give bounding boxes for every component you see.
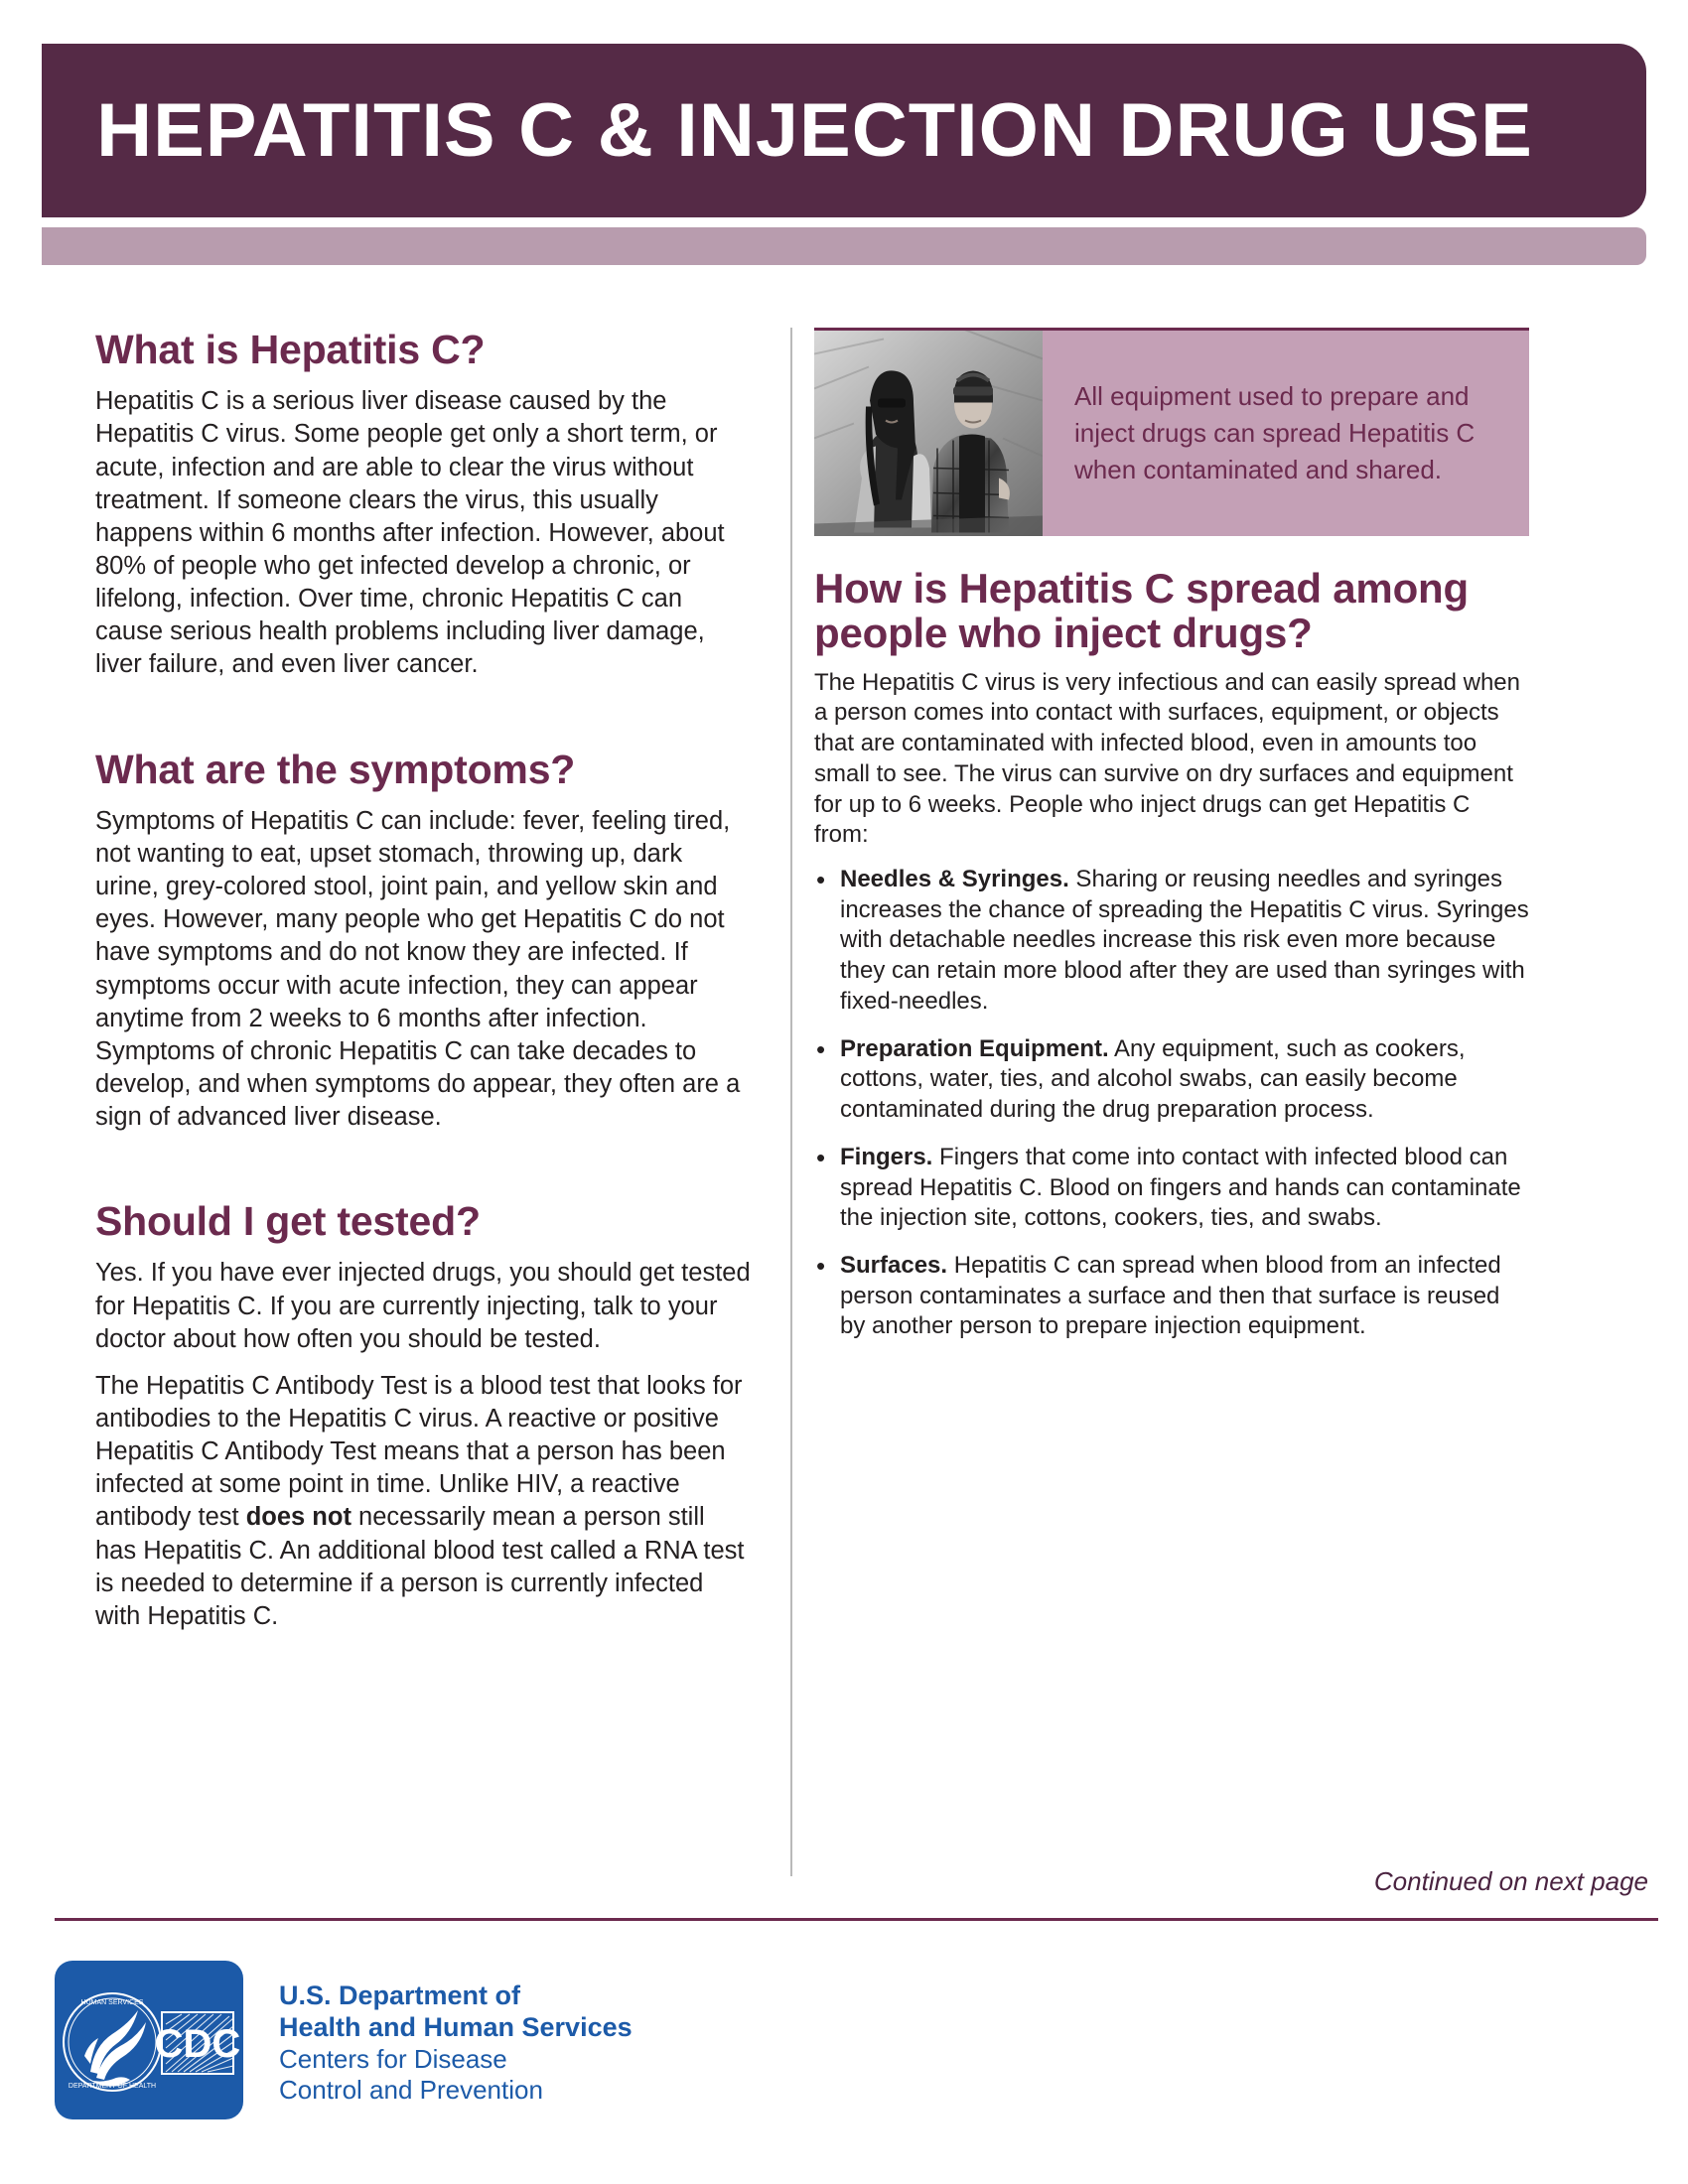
list-item xyxy=(814,1143,1529,1234)
paragraph-symptoms: Symptoms of Hepatitis C can include: fever, feeling tired, not wanting to eat, upset stomach, throwing up, dark urine, grey-colored stool, joint pain, and yellow skin and eyes. However, many people who get Hepatitis C do not have symptoms and do not know they are infected. If symptoms occur with acute infection, they can appear anytime from 2 weeks to 6 months after infection. Symptoms of chronic Hepatitis C can take decades to develop, and when symptoms do appear, they often are a sign of advanced liver disease. xyxy=(95,806,741,1132)
section-heading-symptoms: What are the symptoms? xyxy=(95,746,576,792)
page-footer xyxy=(55,1866,1658,2119)
footer-logo-row xyxy=(55,1921,1658,2119)
agency-line-1: U.S. Department of xyxy=(279,1980,521,2010)
left-column xyxy=(95,328,790,1876)
antibody-emphasis: does not xyxy=(245,1503,352,1532)
page-header xyxy=(0,0,1688,265)
bullet-term: Surfaces. xyxy=(840,1251,948,1279)
section-heading-how-is-hepatitis-c-spread: How is Hepatitis C spread among people who inject drugs? xyxy=(814,565,1469,657)
spacer xyxy=(95,1148,751,1199)
hhs-cdc-logo-icon xyxy=(55,1961,243,2119)
bullet-term: Needles & Syringes. xyxy=(840,866,1069,893)
spread-bullet-list xyxy=(814,865,1529,1342)
photo-image xyxy=(814,331,1043,536)
cdc-wordmark: CDC xyxy=(154,2022,241,2066)
photo-two-people xyxy=(814,331,1043,536)
bullet-text: Fingers that come into contact with infected blood can spread Hepatitis C. Blood on fingers and hands can contaminate the injection site, cottons, cookers, ties, and swabs. xyxy=(840,1143,1521,1232)
column-divider xyxy=(790,328,792,1876)
agency-line-3: Centers for Disease xyxy=(279,2043,507,2074)
bullet-term: Preparation Equipment. xyxy=(840,1034,1109,1062)
section-heading-what-is-hepatitis-c: What is Hepatitis C? xyxy=(95,327,486,372)
callout-text: All equipment used to prepare and inject drugs can spread Hepatitis C when contaminated and shared. xyxy=(1074,381,1476,484)
list-item xyxy=(814,865,1529,1018)
photo-callout-row xyxy=(814,328,1529,536)
spacer xyxy=(814,536,1529,566)
header-accent-bar xyxy=(42,227,1646,265)
continued-note: Continued on next page xyxy=(1373,1866,1648,1896)
antibody-text-part1: The Hepatitis C Antibody Test is a blood test that looks for antibodies to the Hepatitis C virus. A reactive or positive Hepatitis C Antibody Test means that a person has been infected at some point in time. Unlike HIV, a reactive antibody test xyxy=(95,1371,743,1532)
agency-line-4: Control and Prevention xyxy=(279,2074,543,2105)
section-heading-should-i-get-tested: Should I get tested? xyxy=(95,1198,481,1245)
agency-line-2: Health and Human Services xyxy=(279,2011,633,2042)
bullet-term: Fingers. xyxy=(840,1143,933,1170)
svg-text:HUMAN SERVICES: HUMAN SERVICES xyxy=(80,1999,144,2006)
page-title: HEPATITIS C & INJECTION DRUG USE xyxy=(96,87,1533,173)
list-item xyxy=(814,1034,1529,1126)
svg-text:DEPARTMENT OF HEALTH: DEPARTMENT OF HEALTH xyxy=(68,2083,157,2090)
paragraph-what-is-hepatitis-c: Hepatitis C is a serious liver disease caused by the Hepatitis C virus. Some people get only a short term, or acute, infection and are able to clear the virus without treatment. If someone clears the virus, this usually happens within 6 months after infection. However, about 80% of people who get infected develop a chronic, or lifelong, infection. Over time, chronic Hepatitis C can cause serious health problems including liver damage, liver failure, and even liver cancer. xyxy=(95,387,725,679)
right-column xyxy=(814,328,1529,1876)
bullet-text: Sharing or reusing needles and syringes increases the chance of spreading the Hepatitis C virus. Syringes with detachable needles increase this risk even more because they can retain more blood after they are used than syringes with fixed-needles. xyxy=(840,866,1529,1015)
antibody-text-part2: necessarily mean a person still has Hepatitis C. An additional blood test called a RNA test is needed to determine if a person is currently infected with Hepatitis C. xyxy=(95,1503,745,1630)
spacer xyxy=(95,696,751,748)
title-bar xyxy=(42,44,1646,217)
bullet-text: Hepatitis C can spread when blood from an infected person contaminates a surface and then that surface is reused by another person to prepare injection equipment. xyxy=(840,1251,1501,1340)
agency-name-block xyxy=(243,1961,633,2106)
bullet-text: Any equipment, such as cookers, cottons, water, ties, and alcohol swabs, can easily become contaminated during the drug preparation process. xyxy=(840,1034,1466,1124)
callout-box xyxy=(1043,331,1529,536)
content-area xyxy=(0,328,1688,1876)
paragraph-antibody-test xyxy=(95,1370,751,1633)
paragraph-get-tested-1: Yes. If you have ever injected drugs, you should get tested for Hepatitis C. If you are currently injecting, talk to your doctor about how often you should be tested. xyxy=(95,1259,751,1353)
paragraph-spread-intro: The Hepatitis C virus is very infectious and can easily spread when a person comes into contact with surfaces, equipment, or objects that are contaminated with infected blood, even in amounts too small to see. The virus can survive on dry surfaces and equipment for up to 6 weeks. People who inject drugs can get Hepatitis C from: xyxy=(814,668,1520,849)
list-item xyxy=(814,1251,1529,1342)
hhs-cdc-logo xyxy=(55,1961,243,2119)
